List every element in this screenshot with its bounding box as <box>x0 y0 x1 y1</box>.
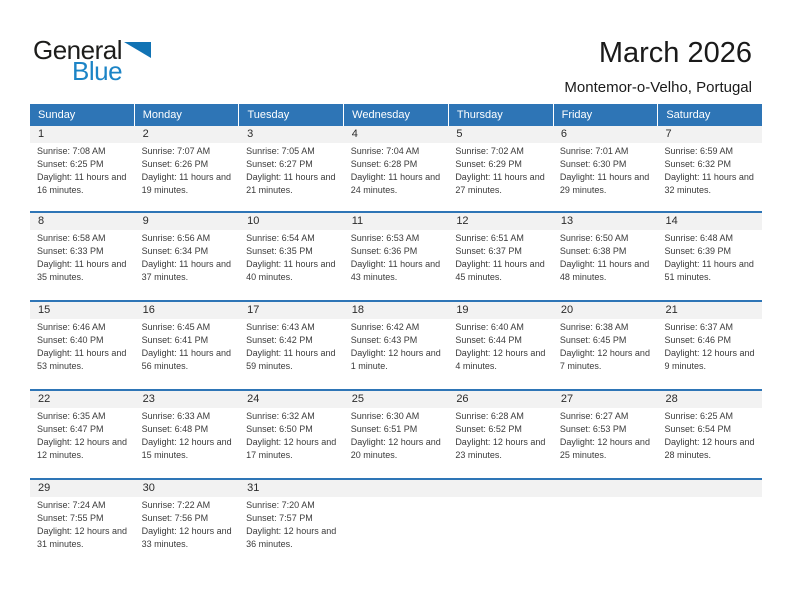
day-details <box>135 230 240 284</box>
sunset-text: Sunset: 6:46 PM <box>664 335 732 345</box>
sunset-text: Sunset: 6:38 PM <box>559 246 627 256</box>
day-number: 18 <box>344 302 449 319</box>
sunrise-text: Sunrise: 6:30 AM <box>350 411 420 421</box>
day-number: 27 <box>553 391 658 408</box>
page-subtitle: Montemor-o-Velho, Portugal <box>564 79 752 96</box>
calendar-day-cell <box>553 302 658 389</box>
day-number: 22 <box>30 391 135 408</box>
sunrise-text: Sunrise: 6:42 AM <box>350 322 420 332</box>
calendar-day-cell <box>553 126 658 211</box>
sunrise-text: Sunrise: 6:33 AM <box>141 411 211 421</box>
day-header-tuesday: Tuesday <box>238 104 343 126</box>
day-number <box>657 480 762 497</box>
day-details <box>344 230 449 284</box>
sunset-text: Sunset: 7:55 PM <box>37 513 104 523</box>
sunrise-text: Sunrise: 6:25 AM <box>664 411 734 421</box>
day-number: 14 <box>657 213 762 230</box>
week-row <box>30 211 762 300</box>
week-row <box>30 389 762 478</box>
calendar-empty-cell <box>344 480 449 567</box>
daylight-text: Daylight: 11 hours and 32 minutes. <box>664 172 754 195</box>
day-number: 4 <box>344 126 449 143</box>
day-header-saturday: Saturday <box>657 104 762 126</box>
daylight-text: Daylight: 12 hours and 28 minutes. <box>664 437 755 460</box>
week-row <box>30 126 762 211</box>
day-details <box>30 497 135 551</box>
sunset-text: Sunset: 6:35 PM <box>246 246 313 256</box>
sunrise-text: Sunrise: 7:05 AM <box>246 146 315 156</box>
calendar-day-cell <box>344 391 449 478</box>
sunrise-text: Sunrise: 7:01 AM <box>559 146 629 156</box>
day-header-wednesday: Wednesday <box>343 104 448 126</box>
sunrise-text: Sunrise: 6:37 AM <box>664 322 734 332</box>
sunrise-text: Sunrise: 6:46 AM <box>37 322 106 332</box>
day-number: 1 <box>30 126 135 143</box>
day-number: 23 <box>135 391 240 408</box>
calendar-day-cell <box>448 391 553 478</box>
calendar-day-cell <box>657 213 762 300</box>
daylight-text: Daylight: 11 hours and 27 minutes. <box>455 172 545 195</box>
daylight-text: Daylight: 11 hours and 51 minutes. <box>664 259 754 282</box>
calendar-empty-cell <box>448 480 553 567</box>
day-number: 15 <box>30 302 135 319</box>
daylight-text: Daylight: 11 hours and 48 minutes. <box>559 259 650 282</box>
sunrise-text: Sunrise: 7:08 AM <box>37 146 106 156</box>
day-number: 20 <box>553 302 658 319</box>
sunrise-text: Sunrise: 6:40 AM <box>455 322 524 332</box>
logo-text-blue: Blue <box>72 56 123 86</box>
sunset-text: Sunset: 6:34 PM <box>141 246 209 256</box>
calendar-day-cell <box>448 213 553 300</box>
calendar-day-cell <box>30 302 135 389</box>
sunset-text: Sunset: 6:32 PM <box>664 159 732 169</box>
day-details <box>553 408 658 462</box>
daylight-text: Daylight: 11 hours and 43 minutes. <box>350 259 441 282</box>
sunset-text: Sunset: 6:36 PM <box>350 246 418 256</box>
daylight-text: Daylight: 11 hours and 56 minutes. <box>141 348 231 371</box>
day-details <box>344 408 449 462</box>
calendar-table <box>30 104 762 567</box>
sunrise-text: Sunrise: 6:27 AM <box>559 411 629 421</box>
sunset-text: Sunset: 7:56 PM <box>141 513 209 523</box>
sunset-text: Sunset: 6:48 PM <box>141 424 209 434</box>
day-number: 21 <box>657 302 762 319</box>
daylight-text: Daylight: 12 hours and 9 minutes. <box>664 348 755 371</box>
calendar-day-cell <box>30 126 135 211</box>
daylight-text: Daylight: 12 hours and 17 minutes. <box>246 437 337 460</box>
day-details <box>30 143 135 197</box>
sunrise-text: Sunrise: 6:50 AM <box>559 233 629 243</box>
day-number: 10 <box>239 213 344 230</box>
day-number: 29 <box>30 480 135 497</box>
sunset-text: Sunset: 6:44 PM <box>455 335 522 345</box>
day-number: 7 <box>657 126 762 143</box>
day-details <box>553 319 658 373</box>
day-details <box>448 143 553 197</box>
sunrise-text: Sunrise: 6:53 AM <box>350 233 420 243</box>
day-details <box>135 143 240 197</box>
calendar-day-cell <box>657 302 762 389</box>
calendar-day-cell <box>657 126 762 211</box>
day-details <box>657 230 762 284</box>
daylight-text: Daylight: 12 hours and 33 minutes. <box>141 526 232 549</box>
sunset-text: Sunset: 6:27 PM <box>246 159 313 169</box>
day-number: 9 <box>135 213 240 230</box>
day-number: 11 <box>344 213 449 230</box>
header-titles <box>564 36 752 96</box>
sunset-text: Sunset: 6:53 PM <box>559 424 627 434</box>
logo-text-general: General <box>33 35 122 65</box>
sunrise-text: Sunrise: 6:56 AM <box>141 233 211 243</box>
day-number: 17 <box>239 302 344 319</box>
calendar-day-cell <box>344 126 449 211</box>
daylight-text: Daylight: 12 hours and 31 minutes. <box>37 526 128 549</box>
sunset-text: Sunset: 6:51 PM <box>350 424 418 434</box>
day-number: 13 <box>553 213 658 230</box>
day-number: 3 <box>239 126 344 143</box>
sunset-text: Sunset: 6:33 PM <box>37 246 104 256</box>
day-number <box>344 480 449 497</box>
calendar-day-cell <box>553 213 658 300</box>
day-number: 12 <box>448 213 553 230</box>
day-details <box>30 230 135 284</box>
day-number: 28 <box>657 391 762 408</box>
day-number: 8 <box>30 213 135 230</box>
day-details <box>657 143 762 197</box>
sunrise-text: Sunrise: 6:35 AM <box>37 411 106 421</box>
sunset-text: Sunset: 6:50 PM <box>246 424 313 434</box>
sunset-text: Sunset: 6:39 PM <box>664 246 732 256</box>
calendar-day-cell <box>239 302 344 389</box>
sunset-text: Sunset: 6:25 PM <box>37 159 104 169</box>
sunrise-text: Sunrise: 7:22 AM <box>141 500 211 510</box>
daylight-text: Daylight: 11 hours and 53 minutes. <box>37 348 127 371</box>
sunrise-text: Sunrise: 6:43 AM <box>246 322 315 332</box>
calendar-day-cell <box>239 213 344 300</box>
sunrise-text: Sunrise: 6:48 AM <box>664 233 734 243</box>
sunset-text: Sunset: 6:28 PM <box>350 159 418 169</box>
sunset-text: Sunset: 6:42 PM <box>246 335 313 345</box>
calendar-day-cell <box>239 480 344 567</box>
day-details <box>344 319 449 373</box>
day-details <box>135 408 240 462</box>
sunrise-text: Sunrise: 7:02 AM <box>455 146 524 156</box>
day-details <box>657 408 762 462</box>
day-details <box>448 319 553 373</box>
daylight-text: Daylight: 11 hours and 16 minutes. <box>37 172 127 195</box>
day-details <box>239 497 344 551</box>
page-title: March 2026 <box>598 37 752 69</box>
daylight-text: Daylight: 11 hours and 21 minutes. <box>246 172 336 195</box>
sunrise-text: Sunrise: 6:58 AM <box>37 233 106 243</box>
daylight-text: Daylight: 11 hours and 35 minutes. <box>37 259 127 282</box>
sunset-text: Sunset: 6:43 PM <box>350 335 418 345</box>
calendar-day-cell <box>30 480 135 567</box>
daylight-text: Daylight: 11 hours and 45 minutes. <box>455 259 545 282</box>
sunset-text: Sunset: 7:57 PM <box>246 513 313 523</box>
sunrise-text: Sunrise: 7:04 AM <box>350 146 420 156</box>
calendar-day-cell <box>135 213 240 300</box>
sunrise-text: Sunrise: 6:54 AM <box>246 233 315 243</box>
sunrise-text: Sunrise: 6:45 AM <box>141 322 211 332</box>
daylight-text: Daylight: 11 hours and 19 minutes. <box>141 172 231 195</box>
calendar-weeks <box>30 126 762 567</box>
calendar-day-cell <box>135 302 240 389</box>
day-details <box>239 408 344 462</box>
sunset-text: Sunset: 6:47 PM <box>37 424 104 434</box>
calendar-day-cell <box>135 126 240 211</box>
day-number: 31 <box>239 480 344 497</box>
daylight-text: Daylight: 11 hours and 59 minutes. <box>246 348 336 371</box>
sunrise-text: Sunrise: 7:24 AM <box>37 500 106 510</box>
daylight-text: Daylight: 12 hours and 4 minutes. <box>455 348 546 371</box>
sunset-text: Sunset: 6:45 PM <box>559 335 627 345</box>
sunset-text: Sunset: 6:40 PM <box>37 335 104 345</box>
day-header-sunday: Sunday <box>38 109 76 121</box>
sunset-text: Sunset: 6:30 PM <box>559 159 627 169</box>
day-details <box>448 408 553 462</box>
calendar-day-cell <box>657 391 762 478</box>
day-number: 5 <box>448 126 553 143</box>
day-number: 26 <box>448 391 553 408</box>
calendar-day-cell <box>239 126 344 211</box>
daylight-text: Daylight: 11 hours and 40 minutes. <box>246 259 336 282</box>
day-header-monday: Monday <box>134 104 239 126</box>
calendar-day-cell <box>448 302 553 389</box>
calendar-day-cell <box>135 480 240 567</box>
sunrise-text: Sunrise: 7:20 AM <box>246 500 315 510</box>
weekday-header-row <box>30 104 762 126</box>
day-details <box>344 143 449 197</box>
sunset-text: Sunset: 6:54 PM <box>664 424 732 434</box>
day-details <box>30 408 135 462</box>
calendar-day-cell <box>448 126 553 211</box>
calendar-day-cell <box>30 391 135 478</box>
logo <box>33 35 151 86</box>
sunset-text: Sunset: 6:29 PM <box>455 159 522 169</box>
calendar-day-cell <box>30 213 135 300</box>
calendar-day-cell <box>344 213 449 300</box>
day-number: 2 <box>135 126 240 143</box>
day-number: 24 <box>239 391 344 408</box>
daylight-text: Daylight: 12 hours and 7 minutes. <box>559 348 650 371</box>
daylight-text: Daylight: 11 hours and 29 minutes. <box>559 172 650 195</box>
day-number: 16 <box>135 302 240 319</box>
calendar-day-cell <box>135 391 240 478</box>
day-details <box>135 497 240 551</box>
calendar-day-cell <box>553 391 658 478</box>
day-number: 6 <box>553 126 658 143</box>
day-details <box>135 319 240 373</box>
day-details <box>239 230 344 284</box>
day-details <box>553 143 658 197</box>
calendar-day-cell <box>344 302 449 389</box>
calendar-empty-cell <box>553 480 658 567</box>
daylight-text: Daylight: 12 hours and 15 minutes. <box>141 437 232 460</box>
sunrise-text: Sunrise: 6:28 AM <box>455 411 524 421</box>
sunset-text: Sunset: 6:37 PM <box>455 246 522 256</box>
sunset-text: Sunset: 6:26 PM <box>141 159 209 169</box>
sunrise-text: Sunrise: 6:51 AM <box>455 233 524 243</box>
day-number: 19 <box>448 302 553 319</box>
day-details <box>657 319 762 373</box>
sunrise-text: Sunrise: 6:38 AM <box>559 322 629 332</box>
sunset-text: Sunset: 6:52 PM <box>455 424 522 434</box>
day-header-thursday: Thursday <box>448 104 553 126</box>
logo-flag-icon <box>124 41 151 63</box>
week-row <box>30 478 762 567</box>
daylight-text: Daylight: 12 hours and 12 minutes. <box>37 437 128 460</box>
daylight-text: Daylight: 12 hours and 20 minutes. <box>350 437 441 460</box>
sunrise-text: Sunrise: 7:07 AM <box>141 146 211 156</box>
daylight-text: Daylight: 12 hours and 1 minute. <box>350 348 441 371</box>
sunrise-text: Sunrise: 6:32 AM <box>246 411 315 421</box>
day-details <box>553 230 658 284</box>
daylight-text: Daylight: 12 hours and 25 minutes. <box>559 437 650 460</box>
sunrise-text: Sunrise: 6:59 AM <box>664 146 734 156</box>
day-number: 25 <box>344 391 449 408</box>
daylight-text: Daylight: 11 hours and 37 minutes. <box>141 259 231 282</box>
day-details <box>448 230 553 284</box>
sunset-text: Sunset: 6:41 PM <box>141 335 209 345</box>
daylight-text: Daylight: 12 hours and 23 minutes. <box>455 437 546 460</box>
week-row <box>30 300 762 389</box>
calendar-empty-cell <box>657 480 762 567</box>
day-number <box>448 480 553 497</box>
calendar-day-cell <box>239 391 344 478</box>
daylight-text: Daylight: 12 hours and 36 minutes. <box>246 526 337 549</box>
day-details <box>239 319 344 373</box>
day-details <box>239 143 344 197</box>
day-number: 30 <box>135 480 240 497</box>
daylight-text: Daylight: 11 hours and 24 minutes. <box>350 172 441 195</box>
day-header-friday: Friday <box>553 104 658 126</box>
day-number <box>553 480 658 497</box>
day-details <box>30 319 135 373</box>
